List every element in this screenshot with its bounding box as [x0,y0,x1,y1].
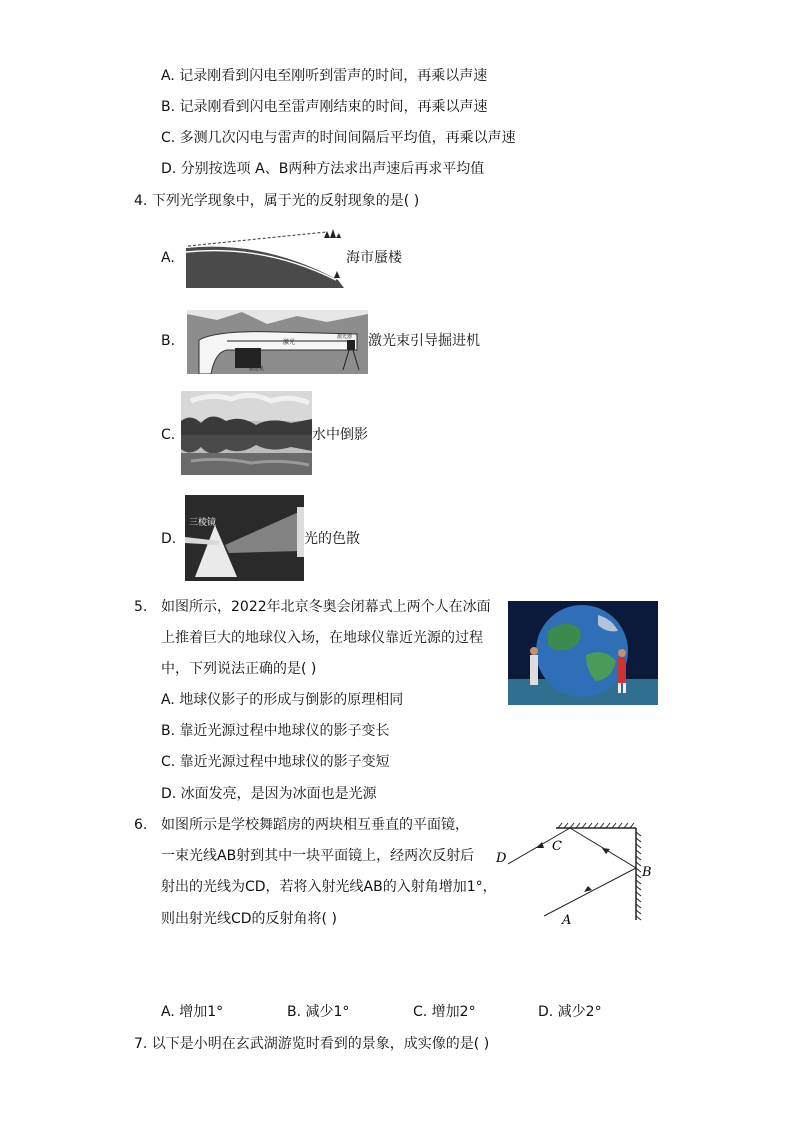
q5-option-d: D. 冰面发亮，是因为冰面也是光源 [161,786,377,802]
q4-option-a-caption: 海市蜃楼 [346,250,402,266]
q4-option-c-caption: 水中倒影 [312,427,368,443]
prism-dispersion-image [185,495,304,581]
point-a-label: A [562,913,572,928]
point-c-label: C [552,839,562,854]
globe-photo [508,601,658,705]
q7-stem: 7. 以下是小明在玄武湖游览时看到的景象，成实像的是( ) [134,1036,490,1052]
q5-option-b: B. 靠近光源过程中地球仪的影子变长 [161,723,390,739]
laser-tunnel-image [187,310,368,374]
q6-stem-line-3: 射出的光线为CD，若将入射光线AB的入射角增加1°， [161,879,497,895]
mirage-image [184,222,346,288]
point-d-label: D [496,851,507,866]
q3-option-a: A. 记录刚看到闪电至刚听到雷声的时间，再乘以声速 [161,68,488,84]
water-reflection-image [181,391,312,475]
point-b-label: B [642,865,652,880]
q4-option-a-letter: A. [161,250,175,266]
q4-option-b-letter: B. [161,333,176,349]
q6-stem-line-1: 如图所示是学校舞蹈房的两块相互垂直的平面镜， [161,817,469,833]
q3-option-d: D. 分别按选项 A、B两种方法求出声速后再求平均值 [161,161,485,177]
laser-device-label: 激光器 [337,334,353,340]
q6-number: 6. [134,817,148,833]
q4-option-b-caption: 激光束引导掘进机 [368,333,480,349]
boring-machine-label: 掘进机 [249,366,265,372]
q6-stem-line-2: 一束光线AB射到其中一块平面镜上，经两次反射后 [161,848,475,864]
q5-stem-line-2: 上推着巨大的地球仪入场，在地球仪靠近光源的过程 [161,630,483,646]
q5-option-a: A. 地球仪影子的形成与倒影的原理相同 [161,692,404,708]
q3-option-b: B. 记录刚看到闪电至雷声刚结束的时间，再乘以声速 [161,99,488,115]
q6-option-c: C. 增加2° [413,1004,476,1020]
q5-stem-line-3: 中，下列说法正确的是( ) [161,661,317,677]
q4-stem: 4. 下列光学现象中，属于光的反射现象的是( ) [134,193,420,209]
q4-option-c-letter: C. [161,427,176,443]
q6-stem-line-4: 则出射光线CD的反射角将( ) [161,911,337,927]
q5-stem-line-1: 如图所示，2022年北京冬奥会闭幕式上两个人在冰面 [161,599,491,615]
q5-number: 5. [134,599,148,615]
q5-option-c: C. 靠近光源过程中地球仪的影子变短 [161,754,390,770]
q6-option-d: D. 减少2° [538,1004,602,1020]
prism-label: 三棱镜 [189,518,217,528]
q6-option-a: A. 增加1° [161,1004,224,1020]
q6-option-b: B. 减少1° [287,1004,350,1020]
q4-option-d-caption: 光的色散 [304,531,360,547]
q4-option-d-letter: D. [161,531,177,547]
laser-label: 激光 [283,339,296,346]
q3-option-c: C. 多测几次闪电与雷声的时间间隔后平均值，再乘以声速 [161,130,516,146]
mirror-diagram [490,820,660,928]
